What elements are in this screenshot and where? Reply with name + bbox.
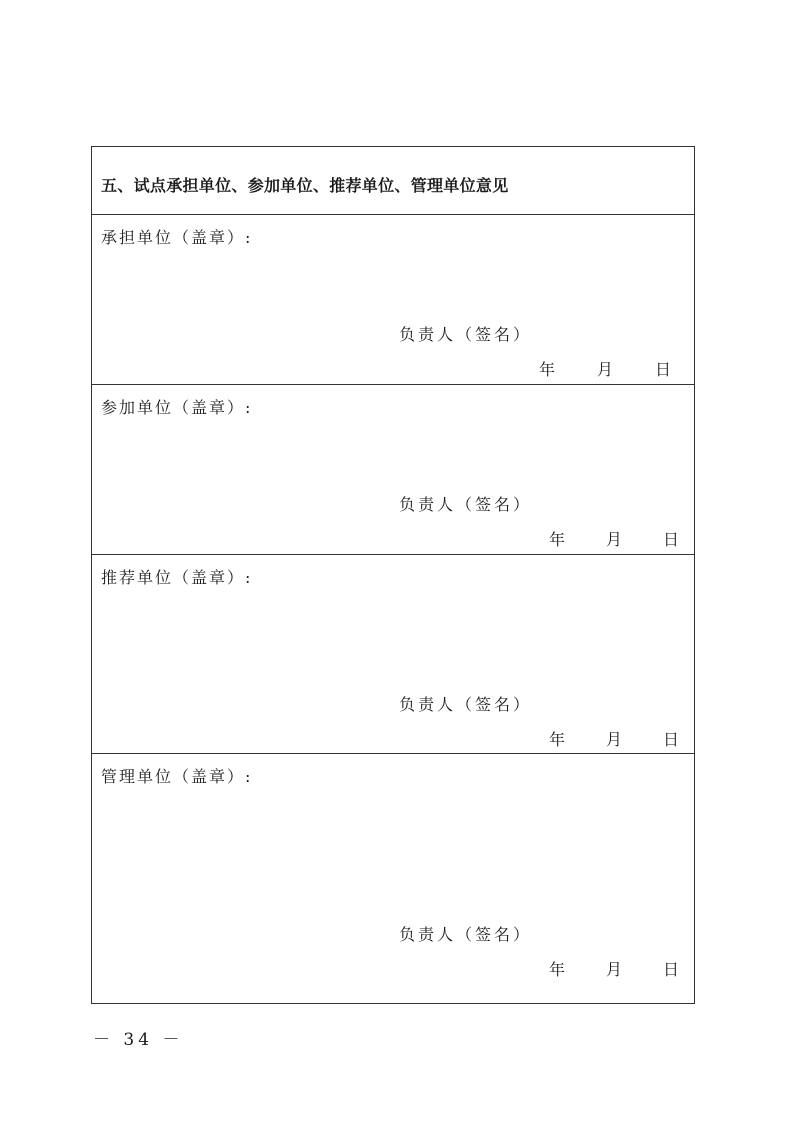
recommending-date-year: 年 [549, 730, 566, 749]
management-signer-label: 负责人（签名） [399, 925, 533, 944]
recommending-signer-label: 负责人（签名） [399, 695, 533, 714]
opinion-form-table [91, 146, 695, 1004]
undertaking-date-year: 年 [539, 360, 556, 379]
management-date-day: 日 [663, 960, 680, 979]
participating-date-year: 年 [549, 530, 566, 549]
management-unit-seal-label: 管理单位（盖章）: [101, 767, 253, 786]
section-recommending-unit [92, 555, 694, 754]
recommending-date-day: 日 [663, 730, 680, 749]
undertaking-date-month: 月 [597, 360, 614, 379]
undertaking-date-day: 日 [655, 360, 672, 379]
recommending-unit-seal-label: 推荐单位（盖章）: [101, 568, 253, 587]
management-date-month: 月 [606, 960, 623, 979]
section-management-unit [92, 754, 694, 1003]
undertaking-signer-label: 负责人（签名） [399, 325, 533, 344]
section-undertaking-unit [92, 215, 694, 385]
undertaking-unit-seal-label: 承担单位（盖章）: [101, 228, 253, 247]
form-header-row [92, 147, 694, 215]
participating-date-day: 日 [663, 530, 680, 549]
participating-date-month: 月 [606, 530, 623, 549]
participating-unit-seal-label: 参加单位（盖章）: [101, 398, 253, 417]
recommending-date-month: 月 [606, 730, 623, 749]
participating-signer-label: 负责人（签名） [399, 495, 533, 514]
section-participating-unit [92, 385, 694, 555]
page-number: － 34 － [93, 1030, 184, 1050]
management-date-year: 年 [549, 960, 566, 979]
form-header-title: 五、试点承担单位、参加单位、推荐单位、管理单位意见 [101, 176, 509, 195]
